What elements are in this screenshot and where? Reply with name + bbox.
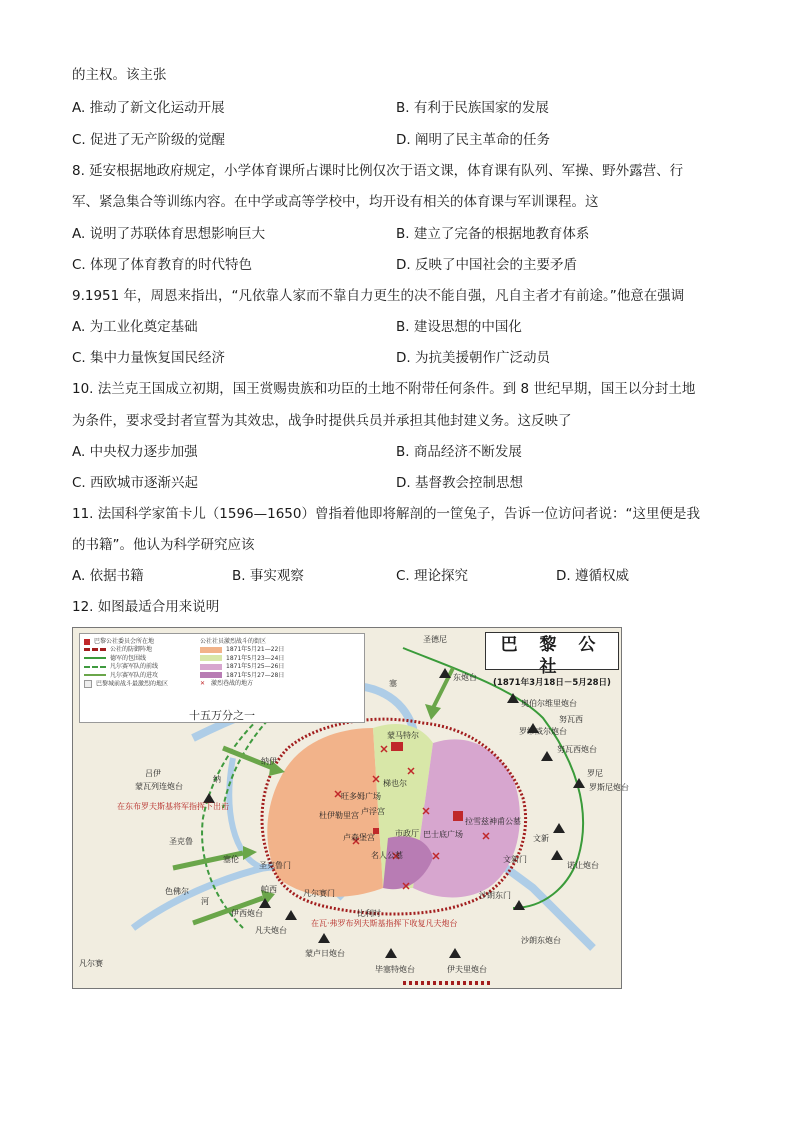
q9-option-a: A. 为工业化奠定基础	[72, 319, 198, 335]
map-label: 蒙马特尔	[387, 731, 419, 740]
map-label: 旺多姆广场	[341, 792, 381, 801]
q7-option-a: A. 推动了新文化运动开展	[72, 100, 225, 116]
q10-stem-line-1: 10. 法兰克王国成立初期，国王赏赐贵族和功臣的土地不附带任何条件。到 8 世纪早期，国王以分封土地	[72, 381, 696, 397]
q11-option-d: D. 遵循权威	[556, 568, 629, 584]
map-label: 沙朗东门	[479, 891, 511, 900]
map-label: 市政厅	[395, 829, 419, 838]
map-label: 文新门	[503, 855, 527, 864]
map-label: 比利时	[357, 909, 381, 918]
map-label-recapture: 在瓦·弗罗布列夫斯基指挥下收复凡夫炮台	[311, 919, 458, 928]
map-label: 拉雪兹神甫公墓	[465, 817, 521, 826]
map-label: 纳	[213, 775, 221, 784]
q11-stem-line-1: 11. 法国科学家笛卡儿（1596—1650）曾指着他即将解剖的一筐兔子，告诉一位访问者说：“这里便是我	[72, 506, 700, 522]
map-title-box	[485, 632, 619, 688]
map-label: 吕伊	[145, 769, 161, 778]
q7-option-c: C. 促进了无产阶级的觉醒	[72, 132, 226, 148]
legend-zone-swatch	[200, 647, 222, 653]
legend-item: 凡尔赛军队的进攻	[110, 671, 159, 679]
legend-battle-swatch	[84, 680, 92, 688]
legend-item: 1871年5月25—26日	[226, 663, 285, 671]
legend-item: 1871年5月23—24日	[226, 654, 285, 662]
map-label: 罗缪威尔炮台	[519, 727, 567, 736]
q12-stem: 12. 如图最适合用来说明	[72, 599, 220, 615]
legend-front-swatch	[84, 666, 106, 668]
map-label: 努瓦西	[559, 715, 583, 724]
legend-attack-swatch	[84, 674, 106, 676]
q11-option-c: C. 理论探究	[396, 568, 469, 584]
map-label: 文新	[533, 834, 549, 843]
map-label: 纳伊	[261, 757, 277, 766]
map-label: 凡尔赛	[79, 959, 103, 968]
map-label: 奥伯尔维里炮台	[521, 699, 577, 708]
q9-option-b: B. 建设思想的中国化	[396, 319, 522, 335]
map-label: 圣克鲁	[169, 837, 193, 846]
map-label: 杜伊勒里宫	[319, 811, 359, 820]
legend-item: 激烈巷战的地方	[211, 680, 254, 688]
map-label: 凡夫炮台	[255, 926, 287, 935]
map-label: 巴士底广场	[423, 830, 463, 839]
legend-zone-swatch	[200, 664, 222, 670]
paris-commune-map	[72, 627, 629, 989]
legend-item: 巴黎公社委员会所在地	[94, 638, 155, 645]
map-label: 帕西	[261, 885, 277, 894]
q10-option-a: A. 中央权力逐步加强	[72, 444, 198, 460]
map-label: 色佛尔	[165, 887, 189, 896]
q8-stem-line-2: 军、紧急集合等训练内容。在中学或高等学校中，均开设有相关的体育课与军训课程。这	[72, 194, 599, 210]
legend-item: 凡尔赛军队的前线	[110, 663, 159, 671]
legend-hq-swatch	[84, 639, 90, 645]
q10-option-c: C. 西欧城市逐渐兴起	[72, 475, 199, 491]
q8-option-a: A. 说明了苏联体育思想影响巨大	[72, 226, 266, 242]
map-legend	[79, 633, 365, 723]
legend-item: 1871年5月27—28日	[226, 671, 285, 679]
map-label-sortie: 在东布罗夫斯基将军指挥下出击	[117, 802, 229, 811]
map-label: 塞	[389, 679, 397, 688]
map-label: 河	[201, 897, 209, 906]
q7-stem: 的主权。该主张	[72, 67, 167, 83]
map-label: 蒙瓦列连炮台	[135, 782, 183, 791]
legend-zone-swatch	[200, 672, 222, 678]
map-label: 东炮台	[453, 673, 477, 682]
q8-stem-line-1: 8. 延安根据地政府规定，小学体育课所占课时比例仅次于语文课，体育课有队列、军操、野外露营、行	[72, 163, 684, 179]
q8-option-c: C. 体现了体育教育的时代特色	[72, 257, 253, 273]
map-label: 塞伦	[223, 855, 239, 864]
q11-option-b: B. 事实观察	[232, 568, 304, 584]
cross-icon: ✕	[200, 680, 206, 688]
map-label: 诺让炮台	[567, 861, 599, 870]
q10-stem-line-2: 为条件，要求受封者宣誓为其效忠，战争时提供兵员并承担其他封建义务。这反映了	[72, 413, 572, 429]
legend-german-swatch	[84, 657, 106, 659]
map-scale: 十五万分之一	[189, 708, 255, 722]
legend-right-title: 公社社员激烈战斗的街区	[200, 638, 267, 645]
map-label: 伊夫里炮台	[447, 965, 487, 974]
map-label: 名人公墓	[371, 851, 403, 860]
map-label: 梯也尔	[383, 779, 407, 788]
q10-option-b: B. 商品经济不断发展	[396, 444, 522, 460]
q7-option-b: B. 有利于民族国家的发展	[396, 100, 549, 116]
legend-item: 德军的包围线	[110, 654, 147, 662]
map-label: 圣德尼	[423, 635, 447, 644]
legend-zone-swatch	[200, 655, 222, 661]
q10-option-d: D. 基督教会控制思想	[396, 475, 523, 491]
map-label: 毕塞特炮台	[375, 965, 415, 974]
map-label: 罗斯尼炮台	[589, 783, 629, 792]
map-label: 圣克鲁门	[259, 861, 291, 870]
q9-stem-line-1: 9.1951 年，周恩来指出，“凡依靠人家而不靠自力更生的决不能自强，凡自主者才有前途。”他意在强调	[72, 288, 685, 304]
q11-option-a: A. 依据书籍	[72, 568, 144, 584]
map-label: 蒙卢日炮台	[305, 949, 345, 958]
q8-option-d: D. 反映了中国社会的主要矛盾	[396, 257, 577, 273]
q9-option-c: C. 集中力量恢复国民经济	[72, 350, 226, 366]
q7-option-d: D. 阐明了民主革命的任务	[396, 132, 550, 148]
q9-option-d: D. 为抗美援朝作广泛动员	[396, 350, 550, 366]
map-dates: (1871年3月18日－5月28日)	[493, 678, 611, 688]
map-label: 卢浮宫	[361, 807, 385, 816]
map-label: 卢森堡宫	[343, 833, 375, 842]
legend-item: 公社的防御阵地	[110, 646, 153, 654]
map-label: 罗尼	[587, 769, 603, 778]
q11-stem-line-2: 的书籍”。他认为科学研究应该	[72, 537, 255, 553]
legend-item: 巴黎城前战斗最激烈的地区	[96, 680, 169, 688]
q8-option-b: B. 建立了完备的根据地教育体系	[396, 226, 590, 242]
map-title: 巴 黎 公 社	[500, 635, 604, 677]
legend-defense-swatch	[84, 648, 106, 651]
map-label: 沙朗东炮台	[521, 936, 561, 945]
map-label: 凡尔赛门	[303, 889, 335, 898]
map-label: 伊西炮台	[231, 909, 263, 918]
legend-item: 1871年5月21—22日	[226, 646, 285, 654]
map-label: 努瓦西炮台	[557, 745, 597, 754]
